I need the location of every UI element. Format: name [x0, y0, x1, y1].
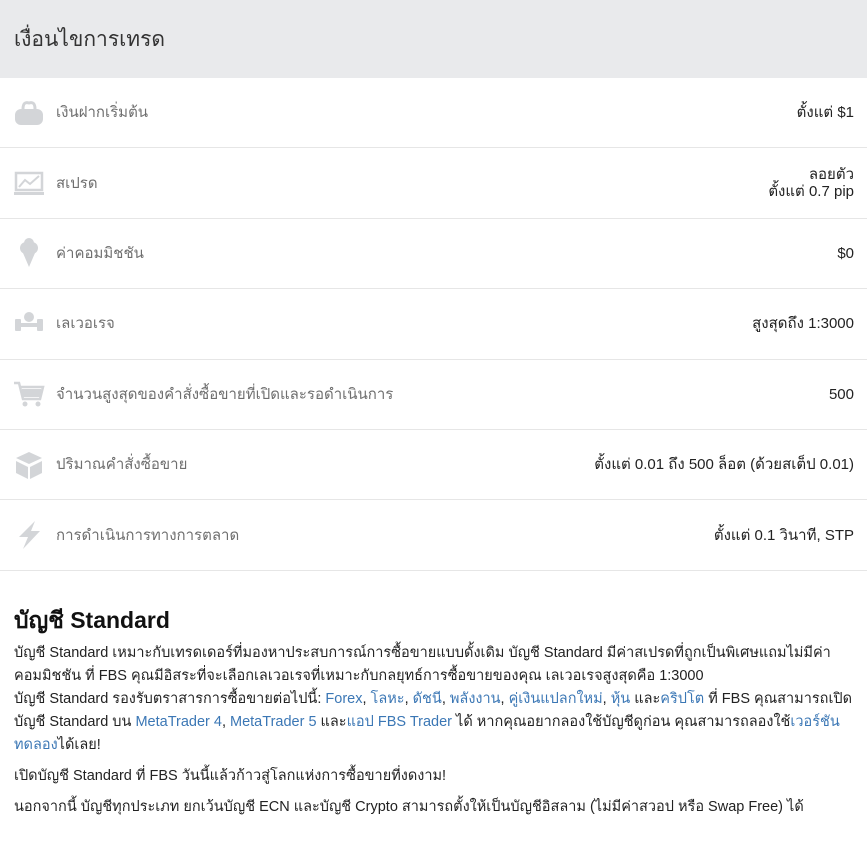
condition-value: ลอยตัว ตั้งแต่ 0.7 pip — [768, 166, 854, 201]
condition-row-commission — [0, 219, 867, 289]
conditions-list — [0, 78, 867, 571]
link-stocks[interactable]: หุ้น — [610, 690, 631, 707]
account-description — [0, 571, 867, 819]
wallet-icon — [13, 97, 45, 129]
condition-value: $0 — [837, 244, 854, 262]
condition-value: ตั้งแต่ $1 — [796, 104, 854, 122]
link-exotic-pairs[interactable]: คู่เงินแปลกใหม่ — [508, 690, 603, 707]
account-paragraph-3: เปิดบัญชี Standard ที่ FBS วันนี้แล้วก้าวสู่โลกแห่งการซื้อขายที่งดงาม! — [14, 767, 447, 784]
condition-value: สูงสุดถึง 1:3000 — [752, 315, 854, 333]
condition-row-volume — [0, 430, 867, 500]
page-title: เงื่อนไขการเทรด — [14, 27, 166, 51]
box-icon — [13, 449, 45, 481]
condition-row-max-orders — [0, 360, 867, 430]
condition-value: ตั้งแต่ 0.01 ถึง 500 ล็อต (ด้วยสเต็ป 0.01) — [594, 456, 854, 474]
account-title: บัญชี Standard — [14, 606, 170, 633]
condition-value: ตั้งแต่ 0.1 วินาที, STP — [713, 526, 854, 544]
conditions-header — [0, 0, 867, 78]
condition-row-spread — [0, 148, 867, 218]
condition-label: การดำเนินการทางการตลาด — [56, 526, 240, 544]
account-paragraph-1: บัญชี Standard เหมาะกับเทรดเดอร์ที่มองหาประสบการณ์การซื้อขายแบบดั้งเดิม บัญชี Standard มีค่าสเปรดที่ถูกเป็นพิเศษแถมไม่มีค่าคอมมิชชัน ที่ FBS คุณมีอิสระที่จะเลือกเลเวอเรจที่เหมาะกับกลยุทธ์การซื้อขายของคุณ เลเวอเรจสูงสุดคือ 1:3000 บัญชี Standard รองรับตราสารการซื้อขายต่อไปนี้: Forex, โลหะ, ดัชนี, พลังงาน, คู่เงินแปลกใหม่, หุ้น และคริปโต ที่ FBS คุณสามารถเปิดบัญชี Standard บน MetaTrader 4, MetaTrader 5 และแอป FBS Trader ได้ หากคุณอยากลองใช้บัญชีดูก่อน คุณสามารถลองใช้เวอร์ชันทดลองได้เลย! — [14, 644, 853, 753]
dumbbell-icon — [13, 308, 45, 340]
link-demo-version[interactable]: เวอร์ชันทดลอง — [14, 713, 840, 753]
link-energy[interactable]: พลังงาน — [449, 690, 501, 707]
link-indices[interactable]: ดัชนี — [412, 690, 442, 707]
condition-label: สเปรด — [56, 174, 98, 192]
condition-label: เลเวอเรจ — [56, 315, 115, 333]
link-fbs-trader-app[interactable]: แอป FBS Trader — [346, 713, 453, 730]
link-metatrader-4[interactable]: MetaTrader 4 — [135, 713, 222, 730]
spread-chart-icon — [13, 167, 45, 199]
account-paragraph-4: นอกจากนี้ บัญชีทุกประเภท ยกเว้นบัญชี ECN และบัญชี Crypto สามารถตั้งให้เป็นบัญชีอิสลาม (ไม่มีค่าสวอป หรือ Swap Free) ได้ — [14, 798, 804, 815]
condition-row-leverage — [0, 289, 867, 359]
condition-label: ค่าคอมมิชชัน — [56, 244, 144, 262]
condition-row-execution — [0, 500, 867, 570]
cart-icon — [13, 378, 45, 410]
condition-row-deposit — [0, 78, 867, 148]
lightning-icon — [13, 519, 45, 551]
link-crypto[interactable]: คริปโต — [660, 690, 705, 707]
link-forex[interactable]: Forex — [325, 690, 363, 707]
ice-cream-icon — [13, 237, 45, 269]
link-metatrader-5[interactable]: MetaTrader 5 — [230, 713, 317, 730]
condition-label: จำนวนสูงสุดของคำสั่งซื้อขายที่เปิดและรอดำเนินการ — [56, 385, 394, 403]
condition-label: เงินฝากเริ่มต้น — [56, 104, 149, 122]
link-metals[interactable]: โลหะ — [370, 690, 405, 707]
condition-value: 500 — [828, 385, 854, 403]
condition-label: ปริมาณคำสั่งซื้อขาย — [56, 456, 188, 474]
